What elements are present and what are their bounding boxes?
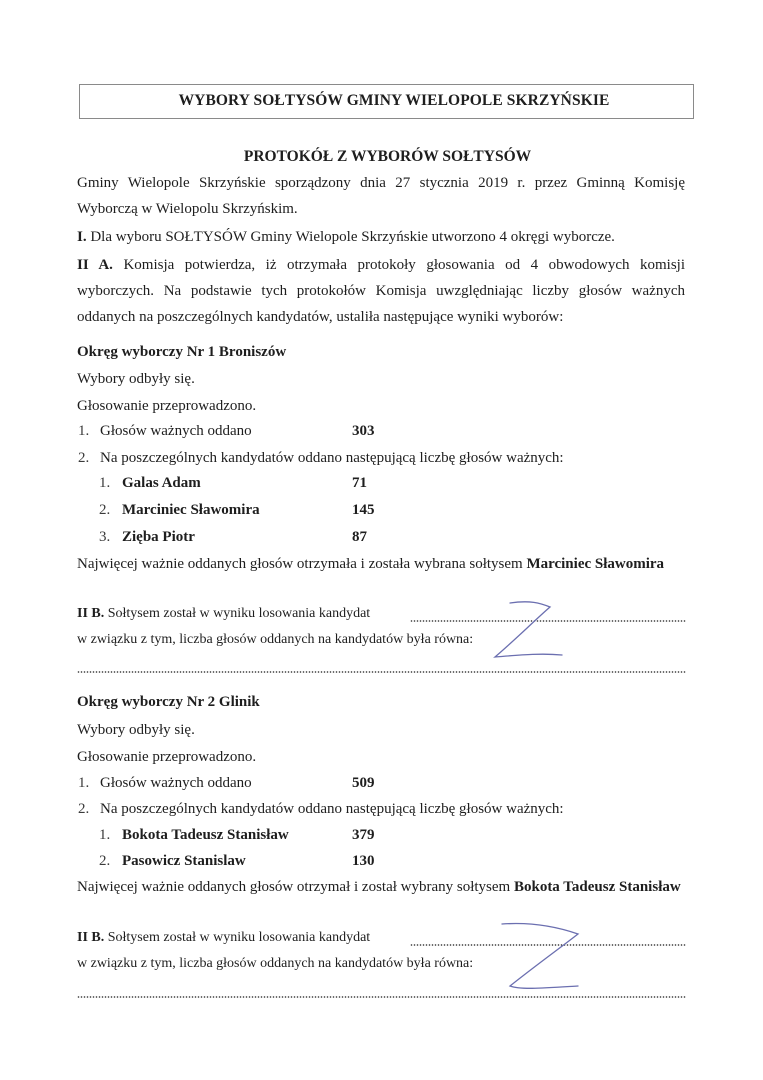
district-2-candidates-intro: Na poszczególnych kandydatów oddano następującą liczbę głosów ważnych: <box>100 801 564 817</box>
district-2-valid-votes-label: Głosów ważnych oddano <box>100 775 252 791</box>
candidate-num: 2. <box>99 502 111 518</box>
candidate-name: Bokota Tadeusz Stanisław <box>122 827 289 843</box>
candidate-votes: 379 <box>352 827 375 843</box>
candidate-name: Marciniec Sławomira <box>122 502 260 518</box>
district-1-drawn-candidate-blank <box>410 620 686 622</box>
district-1-iib-line-1 <box>77 606 370 622</box>
section-i-text: Dla wyboru SOŁTYSÓW Gminy Wielopole Skrzyńskie utworzono 4 okręgi wyborcze. <box>86 229 615 245</box>
district-2-winner: Bokota Tadeusz Stanisław <box>513 879 681 895</box>
district-2-valid-votes: 509 <box>352 775 375 791</box>
district-1-iib-label: II B. <box>77 606 105 621</box>
district-1-item-2-num: 2. <box>78 450 90 466</box>
candidate-votes: 145 <box>352 502 375 518</box>
district-2-voting: Głosowanie przeprowadzono. <box>77 749 257 765</box>
district-1-voting: Głosowanie przeprowadzono. <box>77 398 257 414</box>
candidate-num: 2. <box>99 853 111 869</box>
district-2-iib-line-2: w związku z tym, liczba głosów oddanych na kandydatów była równa: <box>77 956 474 971</box>
intro-line-2: Wyborczą w Wielopolu Skrzyńskim. <box>77 201 298 217</box>
election-title-box <box>79 84 694 119</box>
district-2-heading: Okręg wyborczy Nr 2 Glinik <box>77 694 260 710</box>
district-1-iib-text: Sołtysem został w wyniku losowania kandydat <box>104 606 371 621</box>
candidate-name: Pasowicz Stanislaw <box>122 853 246 869</box>
candidate-votes: 87 <box>352 529 367 545</box>
district-2-iib-label: II B. <box>77 930 105 945</box>
section-iia-line-3: oddanych na poszczególnych kandydatów, ustaliła następujące wyniki wyborów: <box>77 309 564 325</box>
section-i-label: I. <box>77 229 87 245</box>
district-2-iib-line-1 <box>77 930 370 946</box>
section-iia-text-1: Komisja potwierdza, iż otrzymała protokoły głosowania od 4 obwodowych komisji <box>112 257 685 273</box>
district-1-equal-votes-blank <box>77 671 686 673</box>
protocol-title: PROTOKÓŁ Z WYBORÓW SOŁTYSÓW <box>243 148 532 165</box>
district-1-held: Wybory odbyły się. <box>77 371 195 387</box>
candidate-name: Galas Adam <box>122 475 201 491</box>
district-1-heading: Okręg wyborczy Nr 1 Broniszów <box>77 344 287 360</box>
candidate-votes: 71 <box>352 475 367 491</box>
district-2-held: Wybory odbyły się. <box>77 722 195 738</box>
district-1-valid-votes-label: Głosów ważnych oddano <box>100 423 252 439</box>
candidate-num: 3. <box>99 529 111 545</box>
district-1-iib-line-2: w związku z tym, liczba głosów oddanych na kandydatów była równa: <box>77 632 474 647</box>
section-iia-line-1 <box>77 257 685 274</box>
section-i <box>77 229 615 246</box>
candidate-votes: 130 <box>352 853 375 869</box>
district-2-result-text: Najwięcej ważnie oddanych głosów otrzymał i został wybrany sołtysem <box>77 879 514 895</box>
district-1-item-1-num: 1. <box>78 423 90 439</box>
district-1-winner: Marciniec Sławomira <box>526 556 665 572</box>
district-2-drawn-candidate-blank <box>410 944 686 946</box>
section-iia-label: II A. <box>77 257 113 273</box>
candidate-num: 1. <box>99 827 111 843</box>
district-1-result <box>77 556 664 573</box>
district-1-candidates-intro: Na poszczególnych kandydatów oddano następującą liczbę głosów ważnych: <box>100 450 564 466</box>
election-title: WYBORY SOŁTYSÓW GMINY WIELOPOLE SKRZYŃSKIE <box>178 92 610 109</box>
district-1-result-text: Najwięcej ważnie oddanych głosów otrzymała i została wybrana sołtysem <box>77 556 527 572</box>
district-2-item-1-num: 1. <box>78 775 90 791</box>
candidate-num: 1. <box>99 475 111 491</box>
intro-line-1: Gminy Wielopole Skrzyńskie sporządzony dnia 27 stycznia 2019 r. przez Gminną Komisję <box>77 175 685 191</box>
district-1-valid-votes: 303 <box>352 423 375 439</box>
district-2-equal-votes-blank <box>77 996 686 998</box>
section-iia-line-2: wyborczych. Na podstawie tych protokołów Komisja uwzględniając liczby głosów ważnych <box>77 283 685 299</box>
district-2-item-2-num: 2. <box>78 801 90 817</box>
district-2-result <box>77 879 681 896</box>
district-2-iib-text: Sołtysem został w wyniku losowania kandydat <box>104 930 371 945</box>
candidate-name: Zięba Piotr <box>122 529 195 545</box>
